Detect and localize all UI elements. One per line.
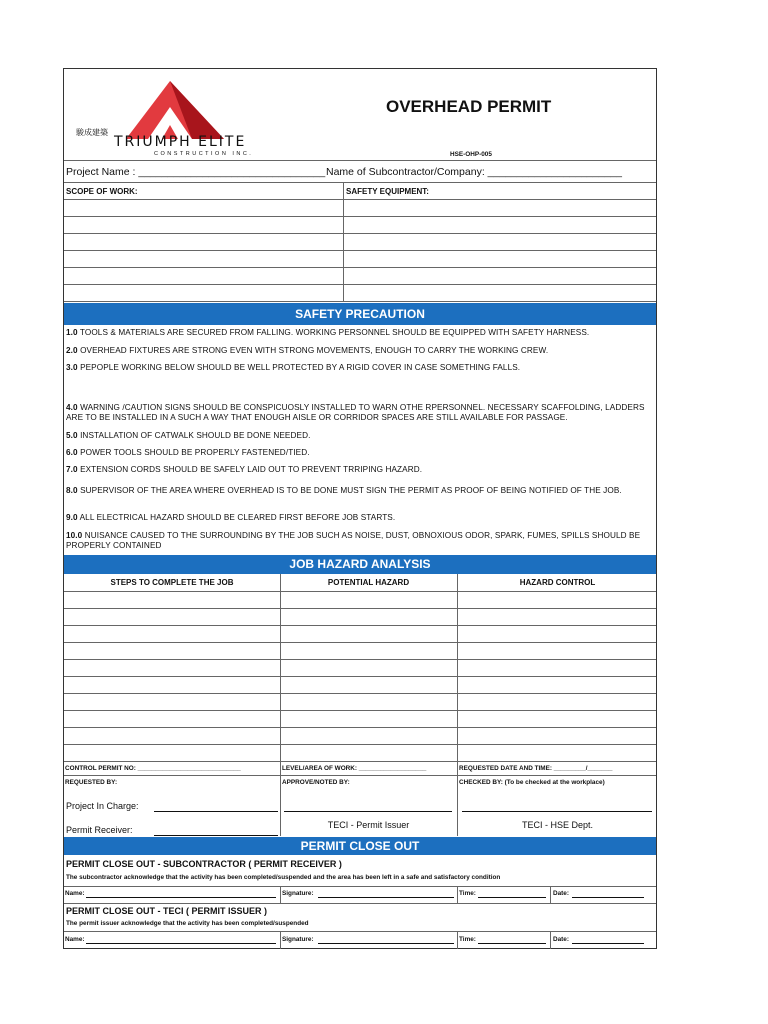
permit-receiver-signature[interactable] [154, 835, 278, 836]
logo-company-name: TRIUMPH ELITE [114, 134, 247, 150]
overhead-permit-form [63, 68, 657, 949]
safety-equipment-label: SAFETY EQUIPMENT: [346, 187, 429, 196]
precaution-item-7: 7.0 EXTENSION CORDS SHOULD BE SAFELY LAID OUT TO PREVENT TRRIPING HAZARD. [66, 465, 423, 474]
teci-permit-issuer-label: TECI - Permit Issuer [327, 820, 410, 830]
teci-date-label: Date: [553, 936, 569, 943]
approved-by-signature[interactable] [284, 811, 452, 812]
subcontractor-closeout-text: The subcontractor acknowledge that the activity has been completed/suspended and the area has been left in a safe and satisfactory condition [66, 874, 501, 881]
precaution-item-9: 9.0 ALL ELECTRICAL HAZARD SHOULD BE CLEARED FIRST BEFORE JOB STARTS. [66, 513, 396, 522]
precaution-item-5: 5.0 INSTALLATION OF CATWALK SHOULD BE DONE NEEDED. [66, 431, 311, 440]
project-name-field[interactable]: Project Name : ________________________________ [66, 166, 326, 178]
teci-signature-field[interactable] [318, 937, 454, 944]
subcontractor-closeout-title: PERMIT CLOSE OUT - SUBCONTRACTOR ( PERMIT RECEIVER ) [66, 859, 342, 869]
project-in-charge-label: Project In Charge: [66, 801, 139, 811]
logo-chinese-text: 駿成建築 [76, 128, 108, 137]
checked-by-signature[interactable] [462, 811, 652, 812]
sub-name-label: Name: [65, 890, 85, 897]
precaution-item-1: 1.0 TOOLS & MATERIALS ARE SECURED FROM FALLING. WORKING PERSONNEL SHOULD BE EQUIPPED WITH SAFETY HARNESS. [66, 328, 590, 337]
teci-time-field[interactable] [478, 937, 546, 944]
approved-by-label: APPROVE/NOTED BY: [282, 779, 350, 786]
scope-of-work-label: SCOPE OF WORK: [66, 187, 138, 196]
sub-time-label: Time: [459, 890, 476, 897]
requested-date-field[interactable]: REQUESTED DATE AND TIME: _________/_______ [459, 765, 613, 772]
project-in-charge-signature[interactable] [154, 811, 278, 812]
precaution-item-8: 8.0 SUPERVISOR OF THE AREA WHERE OVERHEAD IS TO BE DONE MUST SIGN THE PERMIT AS PROOF OF BEING NOTIFIED OF THE JOB. [66, 486, 622, 495]
teci-closeout-text: The permit issuer acknowledge that the activity has been completed/suspended [66, 920, 309, 927]
sub-date-field[interactable] [572, 891, 644, 898]
sub-signature-label: Signature: [282, 890, 314, 897]
teci-signature-label: Signature: [282, 936, 314, 943]
safety-precaution-header: SAFETY PRECAUTION [64, 303, 656, 325]
logo-company-sub: CONSTRUCTION INC. [154, 151, 254, 157]
teci-time-label: Time: [459, 936, 476, 943]
control-permit-field[interactable]: CONTROL PERMIT NO: _____________________________ [65, 765, 241, 772]
form-code: HSE-OHP-005 [450, 151, 492, 158]
col-steps-header: STEPS TO COMPLETE THE JOB [110, 578, 234, 587]
teci-name-field[interactable] [86, 937, 276, 944]
sub-signature-field[interactable] [318, 891, 454, 898]
teci-date-field[interactable] [572, 937, 644, 944]
subcontractor-field[interactable]: Name of Subcontractor/Company: _______________________ [326, 166, 622, 178]
permit-close-out-header: PERMIT CLOSE OUT [64, 837, 656, 855]
job-hazard-analysis-header: JOB HAZARD ANALYSIS [64, 555, 656, 574]
level-area-field[interactable]: LEVEL/AREA OF WORK: ___________________ [282, 765, 427, 772]
permit-receiver-label: Permit Receiver: [66, 825, 133, 835]
precaution-item-2: 2.0 OVERHEAD FIXTURES ARE STRONG EVEN WITH STRONG MOVEMENTS, ENOUGH TO CARRY THE WORKING CREW. [66, 346, 549, 355]
teci-hse-label: TECI - HSE Dept. [521, 820, 593, 830]
col-control-header: HAZARD CONTROL [519, 578, 596, 587]
col-hazard-header: POTENTIAL HAZARD [327, 578, 410, 587]
precaution-item-3: 3.0 PEPOPLE WORKING BELOW SHOULD BE WELL PROTECTED BY A RIGID COVER IN CASE SOMETHING FALLS. [66, 363, 521, 372]
teci-name-label: Name: [65, 936, 85, 943]
requested-by-label: REQUESTED BY: [65, 779, 118, 786]
checked-by-label: CHECKED BY: (To be checked at the workplace) [459, 779, 605, 786]
precaution-item-4: 4.0 WARNING /CAUTION SIGNS SHOULD BE CONSPICUOSLY INSTALLED TO WARN OTHE RPERSONNEL. NECESSARY SCAFFOLDING, LADDERS ARE TO BE INSTALLED IN A SUCH A WAY THAT ENOUGH AISLE OR CORRIDOR SPACES ARE STILL AVAILABLE FOR PASSAGE. [66, 403, 645, 422]
page-title: OVERHEAD PERMIT [386, 97, 552, 116]
sub-time-field[interactable] [478, 891, 546, 898]
precaution-item-6: 6.0 POWER TOOLS SHOULD BE PROPERLY FASTENED/TIED. [66, 448, 310, 457]
sub-date-label: Date: [553, 890, 569, 897]
precaution-item-10: 10.0 NUISANCE CAUSED TO THE SURROUNDING BY THE JOB SUCH AS NOISE, DUST, OBNOXIOUS ODOR, SPARK, FUMES, SPILLS SHOULD BE PROPERLY CONTAINED [66, 531, 641, 550]
sub-name-field[interactable] [86, 891, 276, 898]
teci-closeout-title: PERMIT CLOSE OUT - TECI ( PERMIT ISSUER ) [66, 906, 268, 916]
